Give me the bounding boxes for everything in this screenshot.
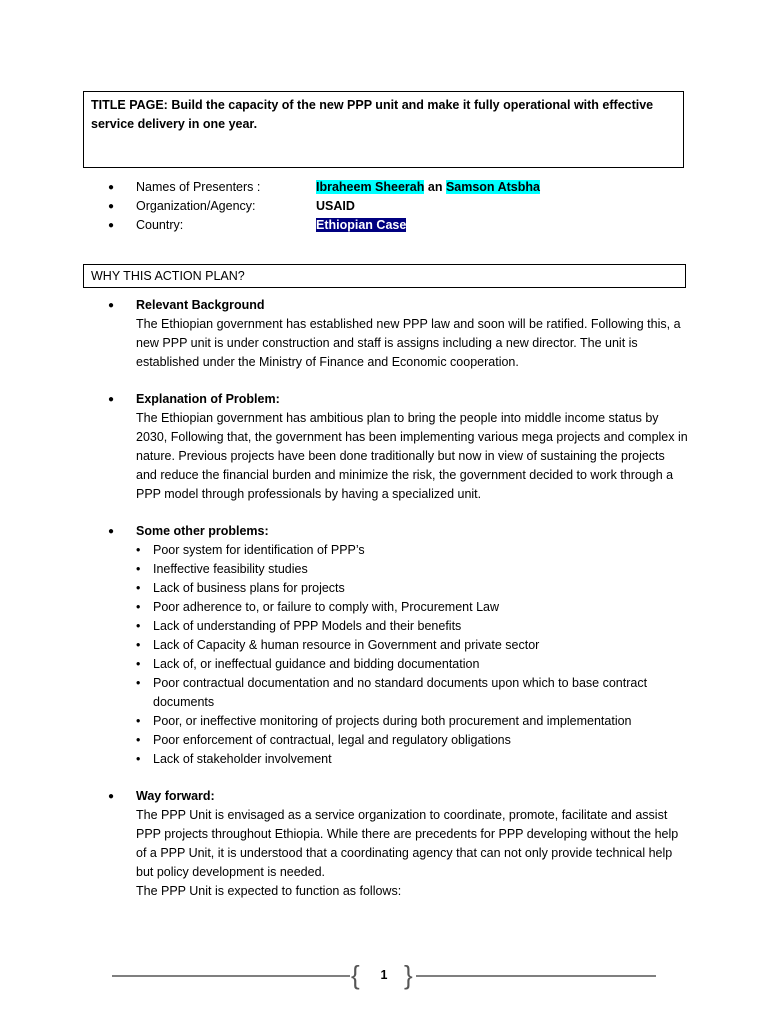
left-brace-icon: { [351,960,360,990]
presenters-label: Names of Presenters : [136,180,261,194]
section-paragraph: The Ethiopian government has ambitious plan to bring the people into middle income status by 2030, Following that, the government has been implementing various mega projects and complex in nature. Previous projects have been done traditionally but now in view of sustaining the projects and reduce the financial burden and minimize the risk, the government decided to work through a PPP model through professionals by having a specialized unit. [136,411,688,501]
country-highlight: Ethiopian Case [316,218,407,232]
sub-bullet-icon: • [136,752,141,766]
sub-bullet-icon: • [136,657,141,671]
sub-bullet-icon: • [136,543,141,557]
list-item: • Poor contractual documentation and no standard documents upon which to base contract documents [136,676,648,709]
section-paragraph: The PPP Unit is expected to function as follows: [136,884,402,898]
presenter-connector: an [424,180,446,194]
country-label: Country: [136,218,184,232]
sub-bullet-icon: • [136,600,141,614]
section-paragraph: The PPP Unit is envisaged as a service organization to coordinate, promote, facilitate and assist PPP projects throughout Ethiopia. While there are precedents for PPP developing without the help of a PPP Unit, it is understood that a coordinating agency that can not only provide technical help but policy development is needed. [136,808,679,879]
sub-bullet-icon: • [136,638,141,652]
sub-bullet-icon: • [136,733,141,747]
footer-rule-left [112,975,350,977]
country-row [108,216,668,235]
why-action-plan-heading: WHY THIS ACTION PLAN? [83,264,686,288]
list-item: • Poor, or ineffective monitoring of projects during both procurement and implementation [136,712,673,731]
list-item: • Lack of Capacity & human resource in Government and private sector [136,636,673,655]
title-page-text: Build the capacity of the new PPP unit and make it fully operational with effective service delivery in one year. [91,98,654,131]
sub-bullet-icon: • [136,562,141,576]
bullet-icon: ● [108,182,115,193]
page-footer [0,960,768,994]
bullet-icon: ● [108,201,115,212]
title-page-label: TITLE PAGE: [91,98,168,112]
explanation-of-problem-section [108,390,688,504]
list-item: • Poor system for identification of PPP’s [136,541,673,560]
bullet-icon: ● [108,300,115,311]
sub-bullet-icon: • [136,676,141,690]
organization-label: Organization/Agency: [136,199,256,213]
presenter-name-2: Samson Atsbha [445,180,540,194]
list-item: • Poor enforcement of contractual, legal and regulatory obligations [136,731,673,750]
right-brace-icon: } [404,960,413,990]
section-heading: Some other problems: [136,524,269,538]
bullet-icon: ● [108,791,115,802]
organization-value: USAID [316,199,355,213]
bullet-icon: ● [108,394,115,405]
footer-rule-right [416,975,656,977]
section-heading: Explanation of Problem: [136,392,280,406]
bullet-icon: ● [108,526,115,537]
organization-row [108,197,668,216]
relevant-background-section [108,296,688,372]
bullet-icon: ● [108,220,115,231]
list-item: • Ineffective feasibility studies [136,560,673,579]
list-item: • Lack of stakeholder involvement [136,750,673,769]
presenters-row [108,178,668,197]
section-heading: Relevant Background [136,298,265,312]
document-body [108,296,688,919]
sub-bullet-icon: • [136,581,141,595]
sub-bullet-icon: • [136,714,141,728]
list-item: • Lack of, or ineffectual guidance and bidding documentation [136,655,673,674]
sub-bullet-icon: • [136,619,141,633]
presenter-name-1: Ibraheem Sheerah [316,180,425,194]
list-item: • Lack of understanding of PPP Models and their benefits [136,617,673,636]
other-problems-section [108,522,688,769]
section-paragraph: The Ethiopian government has established new PPP law and soon will be ratified. Following this, a new PPP unit is under construction and staff is assigns including a new director. The unit is established under the Ministry of Finance and Economic cooperation. [136,317,681,369]
presenter-info-list [108,178,668,235]
country-value [316,216,406,235]
list-item: • Lack of business plans for projects [136,579,673,598]
way-forward-section [108,787,688,901]
title-page-box [83,91,684,168]
section-heading: Way forward: [136,789,215,803]
list-item: • Poor adherence to, or failure to comply with, Procurement Law [136,598,673,617]
page-number: 1 [380,968,388,982]
presenters-value [316,178,540,197]
problems-list [108,541,688,769]
